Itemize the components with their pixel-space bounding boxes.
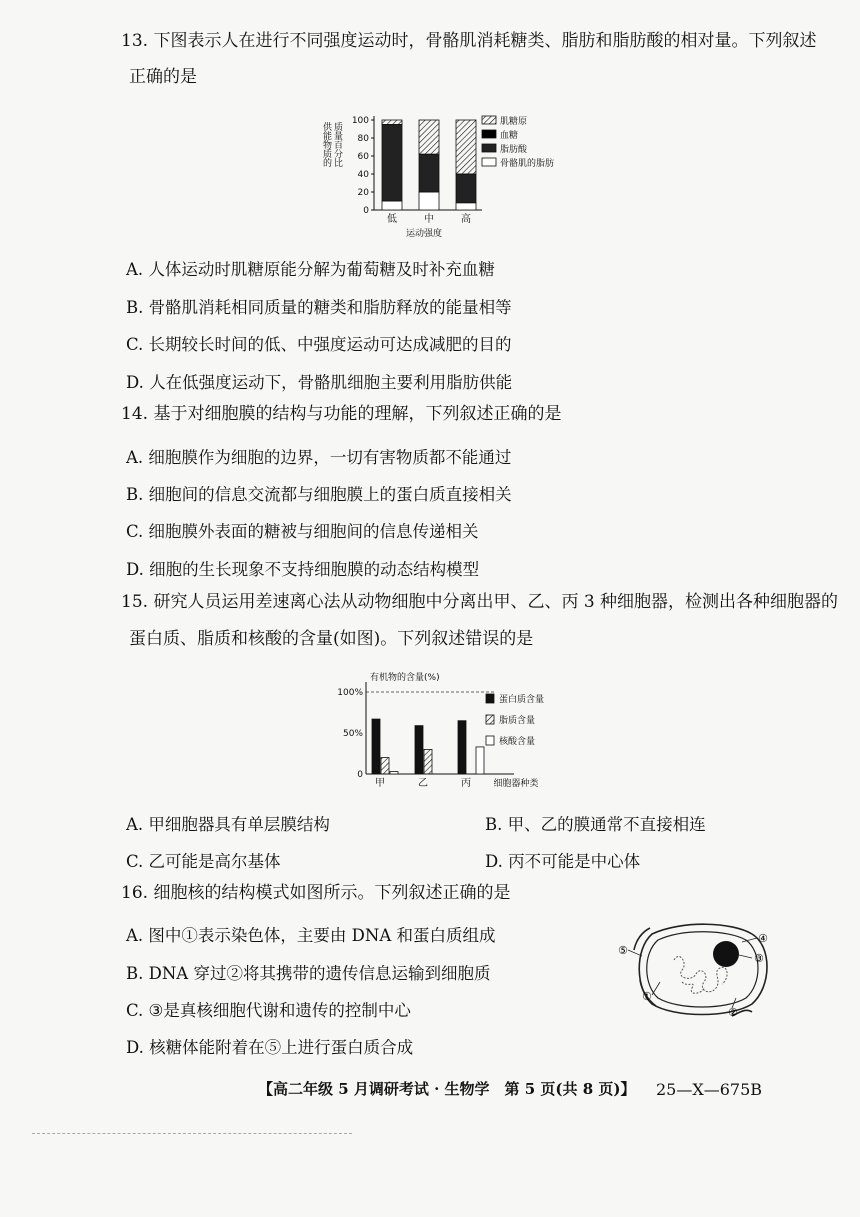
diagram-label-5: ⑤ bbox=[618, 944, 628, 957]
y-tick-label: 20 bbox=[357, 188, 369, 198]
diagram-label-4: ④ bbox=[758, 932, 768, 945]
bar bbox=[381, 758, 389, 774]
bar-segment bbox=[456, 174, 476, 203]
x-tick-label: 甲 bbox=[375, 778, 385, 789]
q15-option-a[interactable]: A. 甲细胞器具有单层膜结构 bbox=[126, 815, 330, 834]
q16-option-c[interactable]: C. ③是真核细胞代谢和遗传的控制中心 bbox=[126, 1001, 411, 1020]
bar bbox=[458, 721, 466, 774]
legend-swatch bbox=[486, 715, 494, 724]
divider-dashed bbox=[32, 1133, 352, 1134]
bar-segment bbox=[419, 154, 439, 192]
x-axis-label: 运动强度 bbox=[405, 229, 443, 239]
q15-option-b[interactable]: B. 甲、乙的膜通常不直接相连 bbox=[485, 815, 706, 834]
diagram-label-3: ③ bbox=[754, 952, 764, 965]
q16-option-a[interactable]: A. 图中①表示染色体，主要由 DNA 和蛋白质组成 bbox=[126, 926, 496, 945]
q14-option-a[interactable]: A. 细胞膜作为细胞的边界，一切有害物质都不能通过 bbox=[126, 448, 512, 467]
y-tick-label: 80 bbox=[357, 134, 369, 144]
nuclear-envelope-outer bbox=[639, 924, 767, 1014]
bar-segment bbox=[456, 203, 476, 210]
legend-swatch bbox=[486, 694, 494, 703]
legend-label: 蛋白质含量 bbox=[499, 695, 545, 705]
legend-label: 脂质含量 bbox=[499, 716, 536, 726]
q13-option-d[interactable]: D. 人在低强度运动下，骨骼肌细胞主要利用脂肪供能 bbox=[126, 373, 513, 392]
q13-stem-line2: 正确的是 bbox=[129, 67, 197, 87]
bar-segment bbox=[382, 201, 402, 210]
q16-option-b[interactable]: B. DNA 穿过②将其携带的遗传信息运输到细胞质 bbox=[126, 964, 491, 983]
bar-segment bbox=[382, 120, 402, 125]
x-tick-label: 乙 bbox=[418, 778, 428, 789]
q14-option-d[interactable]: D. 细胞的生长现象不支持细胞膜的动态结构模型 bbox=[126, 560, 480, 579]
q15-stem-line2: 蛋白质、脂质和核酸的含量(如图)。下列叙述错误的是 bbox=[129, 629, 534, 649]
page-footer: 【高二年级 5 月调研考试 · 生物学 第 5 页(共 8 页)】 bbox=[258, 1080, 636, 1098]
q15-option-c[interactable]: C. 乙可能是高尔基体 bbox=[126, 852, 281, 871]
q13-stem-line1: 13. 下图表示人在进行不同强度运动时，骨骼肌消耗糖类、脂肪和脂肪酸的相对量。下列叙述 bbox=[121, 31, 817, 51]
bar bbox=[372, 719, 380, 774]
y-tick-label: 50% bbox=[342, 729, 363, 739]
nuclear-envelope-inner bbox=[647, 932, 758, 1007]
y-tick-label: 100% bbox=[337, 688, 363, 698]
bar-segment bbox=[456, 120, 476, 174]
legend-swatch bbox=[482, 158, 496, 166]
bar-segment bbox=[419, 192, 439, 210]
bar-segment bbox=[419, 120, 439, 154]
legend-label: 骨骼肌的脂肪 bbox=[500, 159, 555, 169]
bar bbox=[476, 747, 484, 774]
q16-option-d[interactable]: D. 核糖体能附着在⑤上进行蛋白质合成 bbox=[126, 1038, 414, 1057]
bar bbox=[415, 726, 423, 774]
x-axis-label: 细胞器种类 bbox=[493, 779, 539, 789]
y-tick-label: 0 bbox=[363, 206, 369, 216]
q15-option-d[interactable]: D. 丙不可能是中心体 bbox=[485, 852, 641, 871]
nucleus-structure-diagram bbox=[612, 920, 787, 1020]
legend-swatch bbox=[482, 144, 496, 152]
q16-stem: 16. 细胞核的结构模式如图所示。下列叙述正确的是 bbox=[121, 883, 511, 903]
legend-label: 核酸含量 bbox=[499, 737, 536, 747]
x-tick-label: 中 bbox=[424, 214, 434, 225]
legend-swatch bbox=[482, 116, 496, 124]
nucleolus bbox=[713, 941, 739, 967]
legend-label: 血糖 bbox=[500, 131, 519, 141]
legend-label: 肌糖原 bbox=[500, 117, 528, 127]
q13-option-b[interactable]: B. 骨骼肌消耗相同质量的糖类和脂肪释放的能量相等 bbox=[126, 298, 512, 317]
x-tick-label: 高 bbox=[461, 214, 471, 225]
q14-option-b[interactable]: B. 细胞间的信息交流都与细胞膜上的蛋白质直接相关 bbox=[126, 485, 512, 504]
bar bbox=[390, 772, 398, 774]
y-tick-label: 0 bbox=[357, 770, 363, 780]
x-tick-label: 低 bbox=[387, 214, 397, 225]
bar bbox=[424, 749, 432, 774]
q13-option-a[interactable]: A. 人体运动时肌糖原能分解为葡萄糖及时补充血糖 bbox=[126, 260, 495, 279]
legend-label: 脂肪酸 bbox=[500, 145, 528, 155]
legend-swatch bbox=[486, 736, 494, 745]
q14-option-c[interactable]: C. 细胞膜外表面的糖被与细胞间的信息传递相关 bbox=[126, 522, 479, 541]
y-tick-label: 40 bbox=[357, 170, 369, 180]
diagram-label-1: ① bbox=[642, 990, 652, 1003]
diagram-label-2: ② bbox=[728, 1006, 738, 1019]
exam-code: 25—X—675B bbox=[656, 1080, 763, 1099]
y-tick-label: 60 bbox=[357, 152, 369, 162]
y-axis-label: 有机物的含量(%) bbox=[370, 673, 440, 683]
legend-swatch bbox=[482, 130, 496, 138]
y-axis-label: 供能物质的 bbox=[321, 122, 331, 167]
q15-stem-line1: 15. 研究人员运用差速离心法从动物细胞中分离出甲、乙、丙 3 种细胞器，检测出各种细胞器的 bbox=[121, 592, 839, 612]
y-tick-label: 100 bbox=[351, 116, 369, 126]
x-tick-label: 丙 bbox=[461, 778, 471, 789]
bar-segment bbox=[382, 125, 402, 202]
q13-stacked-bar-chart bbox=[318, 108, 608, 240]
q14-stem: 14. 基于对细胞膜的结构与功能的理解，下列叙述正确的是 bbox=[121, 404, 562, 424]
q15-bar-chart bbox=[336, 668, 596, 798]
q13-option-c[interactable]: C. 长期较长时间的低、中强度运动可达成减肥的目的 bbox=[126, 335, 512, 354]
y-axis-label: 质量百分比 bbox=[332, 122, 342, 167]
